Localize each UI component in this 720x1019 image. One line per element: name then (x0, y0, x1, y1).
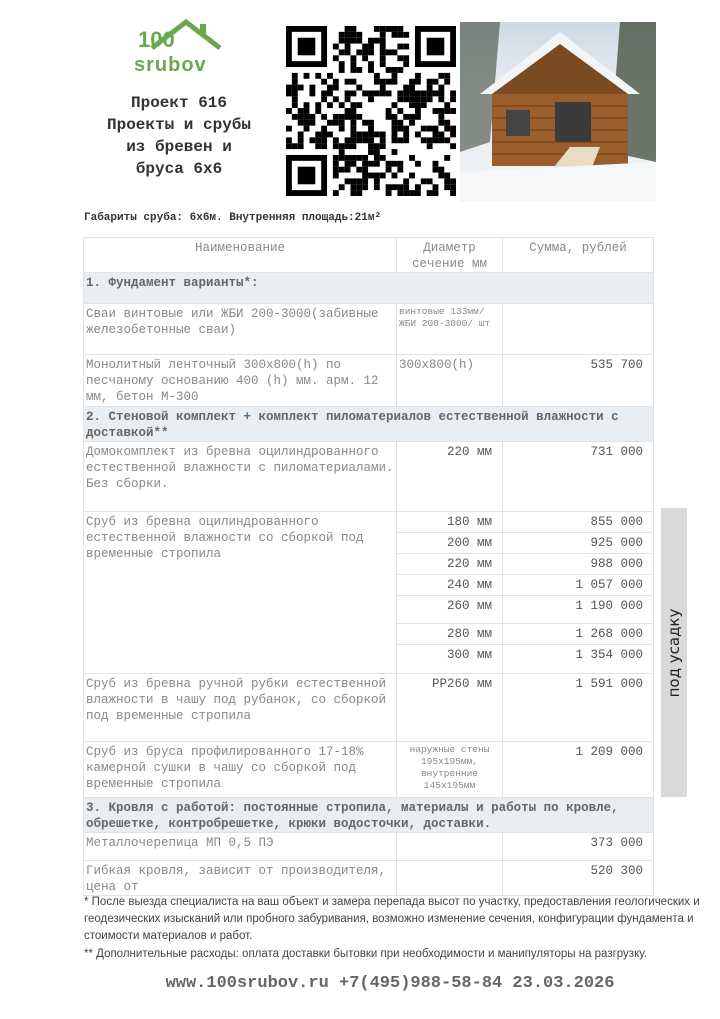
header-sum: Сумма, рублей (503, 238, 654, 273)
row-diameter: 220 мм (397, 554, 503, 575)
header-name: Наименование (84, 238, 397, 273)
row-name: Сруб из бревна ручной рубки естественной влажности в чашу под рубанок, со сборкой под временные стропила (84, 674, 397, 742)
footnote: ** Дополнительные расходы: оплата доставки бытовки при необходимости и манипуляторы на разгрузку. (84, 948, 648, 960)
table-row (84, 861, 654, 896)
table-row (84, 742, 654, 798)
table-row (84, 304, 654, 355)
title-line: Проект 616 (130, 94, 227, 112)
logo (128, 18, 228, 82)
footer-contacts[interactable]: www.100srubov.ru +7(495)988-58-84 23.03.2026 (165, 974, 615, 993)
table-header (84, 238, 654, 273)
row-sum: 925 000 (503, 533, 654, 554)
row-diameter: 200 мм (397, 533, 503, 554)
row-sum: 1 209 000 (503, 742, 654, 798)
side-label-text: под усадку (665, 608, 683, 697)
row-name: Сваи винтовые или ЖБИ 200-3000(забивные железобетонные сваи) (84, 304, 397, 355)
row-sum (503, 304, 654, 355)
row-diameter: 280 мм (397, 624, 503, 645)
row-sum: 1 354 000 (503, 645, 654, 674)
table-row (84, 674, 654, 742)
row-sum: 1 268 000 (503, 624, 654, 645)
row-diameter: наружные стены 195х195мм, внутренние 145х195мм (397, 742, 503, 798)
page-title (84, 92, 274, 180)
logo-number: 100 (138, 27, 175, 52)
title-line: бруса 6х6 (135, 160, 223, 178)
section-roof: 3. Кровля с работой: постоянные стропила, материалы и работы по кровле, обрешетке, контробрешетке, крюки водосточки, доставки. (84, 798, 654, 833)
row-diameter (397, 833, 503, 861)
row-sum: 988 000 (503, 554, 654, 575)
row-diameter: 220 мм (397, 442, 503, 512)
footnotes (84, 894, 714, 963)
row-diameter: винтовые 133мм/ЖБИ 200-3000/ шт (397, 304, 503, 355)
row-sum: 520 300 (503, 861, 654, 896)
row-diameter: 260 мм (397, 596, 503, 624)
row-sum: 535 700 (503, 355, 654, 407)
row-name: Сруб из бруса профилированного 17-18% камерной сушки в чашу со сборкой под временные стропила (84, 742, 397, 798)
row-sum: 1 057 000 (503, 575, 654, 596)
row-sum: 731 000 (503, 442, 654, 512)
qr-code[interactable] (286, 26, 456, 196)
footnote: * После выезда специалиста на ваш объект и замера перепада высот по участку, предоставления геологических и геодезических изысканий или пробного забуривания, возможно изменение сечения, конфигурации фундамента и стоимости материалов и работ. (84, 896, 700, 942)
row-name: Гибкая кровля, зависит от производителя, цена от (84, 861, 397, 896)
title-line: Проекты и срубы (106, 116, 252, 134)
header-diameter: Диаметр сечение мм (397, 238, 503, 273)
row-sum: 1 190 000 (503, 596, 654, 624)
title-line: из бревен и (126, 138, 232, 156)
price-table (83, 237, 654, 896)
row-diameter: РР260 мм (397, 674, 503, 742)
row-diameter: 180 мм (397, 512, 503, 533)
row-name: Домокомплект из бревна оцилиндрованного естественной влажности с пиломатериалами. Без сборки. (84, 442, 397, 512)
row-sum: 1 591 000 (503, 674, 654, 742)
table-row (84, 512, 654, 533)
row-diameter: 240 мм (397, 575, 503, 596)
logo-brand: srubov (134, 54, 207, 76)
row-name: Сруб из бревна оцилиндрованного естественной влажности со сборкой под временные стропила (84, 512, 397, 674)
house-photo (460, 22, 656, 202)
section-walls: 2. Стеновой комплект + комплект пиломатериалов естественной влажности с доставкой** (84, 407, 654, 442)
row-diameter (397, 861, 503, 896)
dimensions-text: Габариты сруба: 6х6м. Внутренняя площадь:21м² (84, 212, 382, 224)
table-row (84, 355, 654, 407)
row-sum: 855 000 (503, 512, 654, 533)
row-name: Монолитный ленточный 300х800(h) по песчаному основанию 400 (h) мм. арм. 12 мм, бетон М-300 (84, 355, 397, 407)
row-name: Металлочерепица МП 0,5 ПЭ (84, 833, 397, 861)
row-diameter: 300 мм (397, 645, 503, 674)
section-foundation: 1. Фундамент варианты*: (84, 273, 654, 304)
table-row (84, 442, 654, 512)
row-diameter: 300х800(h) (397, 355, 503, 407)
shrinkage-label (661, 508, 687, 797)
row-sum: 373 000 (503, 833, 654, 861)
table-row (84, 833, 654, 861)
